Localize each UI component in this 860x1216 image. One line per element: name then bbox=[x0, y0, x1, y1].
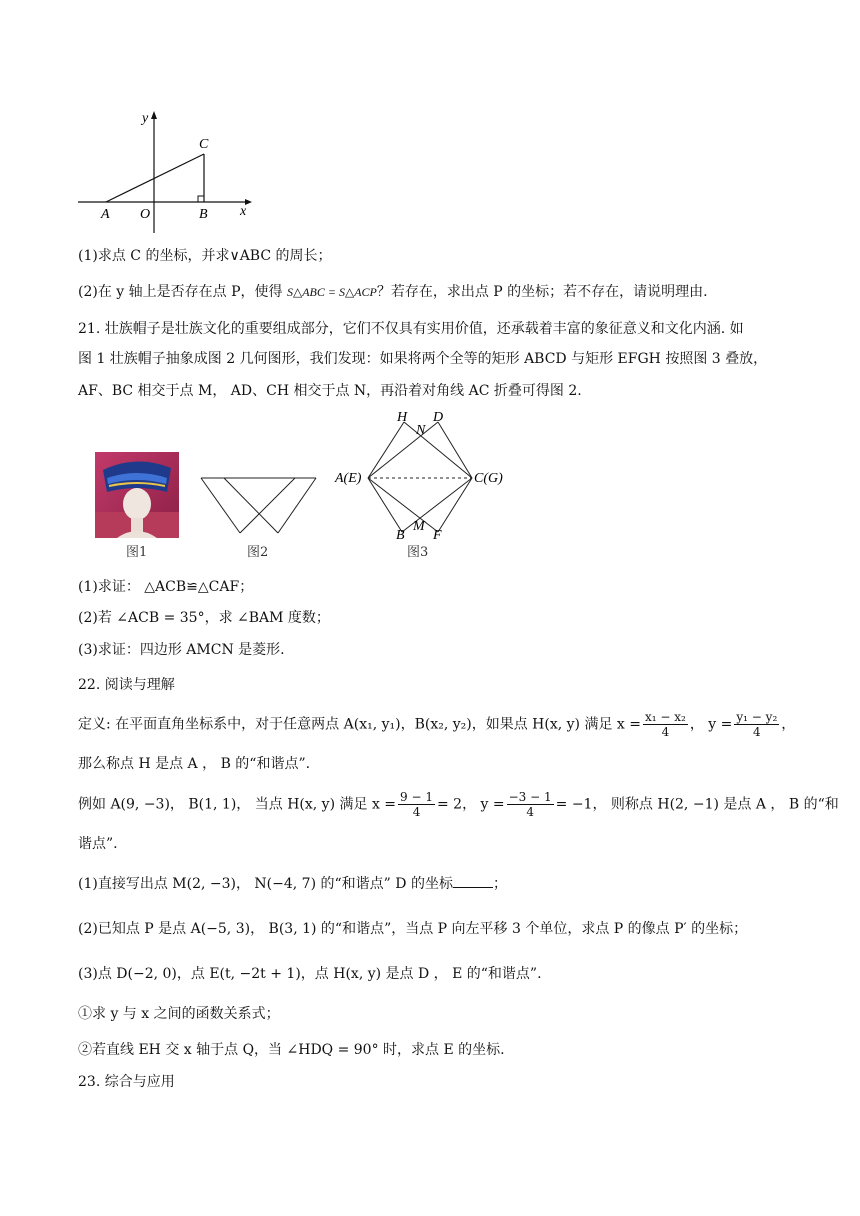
q23-title: 23. 综合与应用 bbox=[78, 1074, 175, 1090]
fig3-label-ae: A(E) bbox=[335, 471, 362, 486]
q20-part2-math: S△ABC = S△ACP bbox=[286, 285, 377, 299]
label-a: A bbox=[101, 207, 110, 222]
q22-part1 bbox=[78, 873, 507, 895]
q22-part2: (2)已知点 P 是点 A(−5, 3)， B(3, 1) 的“和谐点”，当点 P 向左平移 3 个单位，求点 P 的像点 P′ 的坐标； bbox=[78, 921, 748, 937]
label-o: O bbox=[140, 207, 151, 222]
q22-ex-end: = −1， 则称点 H(2, −1) 是点 A ， B 的“和 bbox=[555, 796, 839, 813]
q22-example-line2: 谐点”. bbox=[78, 836, 118, 852]
q22-def-frac2-num: y₁ − y₂ bbox=[736, 710, 778, 724]
q20-part2-a: (2)在 y 轴上是否存在点 P，使得 bbox=[78, 284, 287, 300]
q22-part3-sub1: ①求 y 与 x 之间的函数关系式； bbox=[78, 1006, 280, 1022]
fig3-geometry bbox=[330, 408, 520, 543]
q22-ex-mid: = 2， y = bbox=[436, 796, 505, 813]
q22-ex-frac1 bbox=[398, 790, 435, 819]
fig3-caption: 图3 bbox=[407, 545, 429, 560]
fig3-label-d: D bbox=[433, 410, 444, 425]
label-y: y bbox=[142, 111, 149, 126]
q22-ex-frac2-den: 4 bbox=[526, 805, 534, 819]
q21-intro-line1: 21. 壮族帽子是壮族文化的重要组成部分，它们不仅具有实用价值，还承载着丰富的象征意义和文化内涵. 如 bbox=[78, 321, 744, 337]
q22-definition-line1 bbox=[78, 710, 795, 739]
fig3-label-b: B bbox=[396, 528, 405, 543]
fig3-label-n: N bbox=[416, 423, 426, 438]
q22-part3: (3)点 D(−2, 0)，点 E(t, −2t + 1)，点 H(x, y) 是点 D ， E 的“和谐点”. bbox=[78, 966, 542, 982]
right-angle-mark bbox=[198, 196, 204, 202]
label-b: B bbox=[199, 207, 208, 222]
q22-def-frac2-den: 4 bbox=[753, 725, 761, 739]
q21-part3: (3)求证：四边形 AMCN 是菱形. bbox=[78, 642, 285, 658]
axes-triangle-figure bbox=[70, 105, 260, 235]
q22-ex-frac2-num: −3 − 1 bbox=[508, 790, 552, 804]
q22-def-frac1 bbox=[643, 710, 688, 739]
fig2-caption: 图2 bbox=[247, 545, 269, 560]
fig3-label-h: H bbox=[397, 410, 408, 425]
q21-intro-line2: 图 1 壮族帽子抽象成图 2 几何图形，我们发现：如果将两个全等的矩形 ABCD 与矩形 EFGH 按照图 3 叠放， bbox=[78, 351, 768, 367]
q22-def-end: ， bbox=[781, 716, 796, 733]
q22-example-line1 bbox=[78, 790, 839, 819]
q22-ex-a: 例如 A(9, −3)， B(1, 1)， 当点 H(x, y) 满足 x = bbox=[78, 796, 397, 813]
answer-blank[interactable] bbox=[453, 873, 493, 888]
q22-part1-a: (1)直接写出点 M(2, −3)， N(−4, 7) 的“和谐点” D 的坐标 bbox=[78, 876, 453, 892]
q22-title: 22. 阅读与理解 bbox=[78, 677, 175, 693]
label-x: x bbox=[240, 204, 247, 219]
q20-part2 bbox=[78, 281, 708, 303]
fig2-geometry bbox=[198, 473, 322, 543]
q21-part1: (1)求证： △ACB≌△CAF； bbox=[78, 579, 254, 595]
fig3-label-m: M bbox=[413, 519, 425, 534]
label-c: C bbox=[199, 137, 209, 152]
q21-intro-line3: AF、BC 相交于点 M， AD、CH 相交于点 N，再沿着对角线 AC 折叠可得图 2. bbox=[78, 383, 582, 399]
segment-ac bbox=[106, 154, 204, 202]
q22-def-frac1-num: x₁ − x₂ bbox=[645, 710, 686, 724]
q22-def-a: 定义: 在平面直角坐标系中，对于任意两点 A(x₁, y₁)，B(x₂, y₂)，如果点 H(x, y) 满足 x = bbox=[78, 716, 641, 733]
q22-def-frac1-den: 4 bbox=[661, 725, 670, 739]
q22-ex-frac1-den: 4 bbox=[412, 805, 421, 819]
hat-photo bbox=[95, 452, 179, 538]
q20-part1: (1)求点 C 的坐标，并求∨ABC 的周长； bbox=[78, 248, 332, 264]
fig1-caption: 图1 bbox=[126, 545, 148, 560]
q22-definition-line2: 那么称点 H 是点 A ， B 的“和谐点”. bbox=[78, 756, 311, 772]
q20-part2-b: ？若存在，求出点 P 的坐标；若不存在，请说明理由. bbox=[376, 284, 708, 300]
q22-ex-frac1-num: 9 − 1 bbox=[400, 790, 433, 804]
q22-ex-frac2 bbox=[507, 790, 554, 819]
q22-part1-b: ； bbox=[492, 876, 507, 892]
q22-part3-sub2: ②若直线 EH 交 x 轴于点 Q，当 ∠HDQ = 90° 时，求点 E 的坐标. bbox=[78, 1042, 505, 1058]
y-axis-arrow bbox=[151, 111, 157, 119]
q22-def-frac2 bbox=[734, 710, 779, 739]
q21-part2: (2)若 ∠ACB = 35°，求 ∠BAM 度数； bbox=[78, 610, 330, 626]
q22-def-mid: ， y = bbox=[689, 716, 733, 733]
fig3-label-cg: C(G) bbox=[474, 471, 503, 486]
fig3-label-f: F bbox=[433, 528, 442, 543]
